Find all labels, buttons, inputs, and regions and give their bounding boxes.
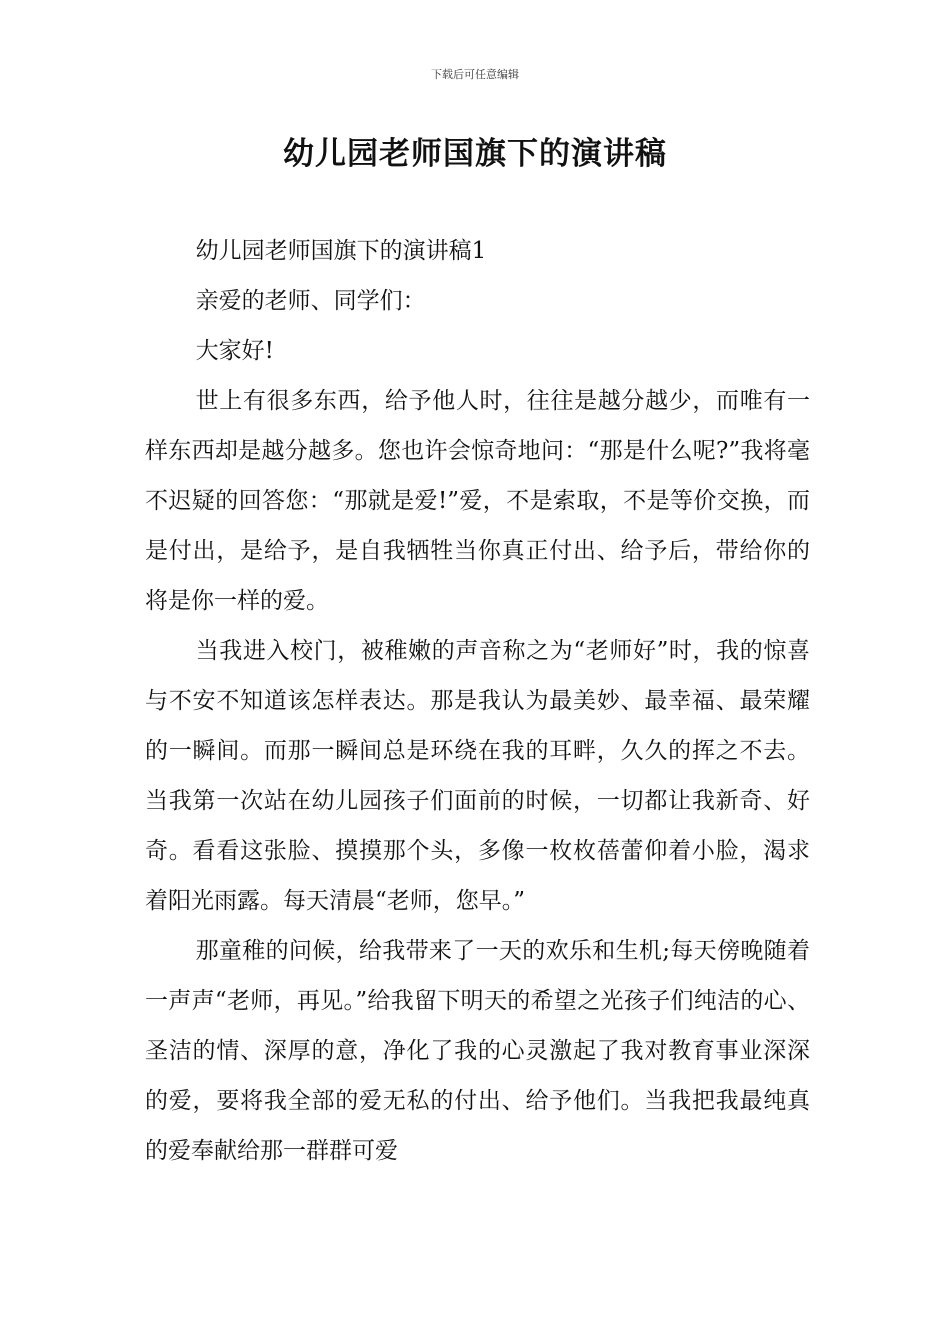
paragraph-body-2: 当我进入校门，被稚嫩的声音称之为“老师好”时，我的惊喜与不安不知道该怎样表达。那是我认为最美妙、最幸福、最荣耀的一瞬间。而那一瞬间总是环绕在我的耳畔，久久的挥之不去。当我第一次站在幼儿园孩子们面前的时候，一切都让我新奇、好奇。看看这张脸、摸摸那个头，多像一枚枚蓓蕾仰着小脸，渴求着阳光雨露。每天清晨“老师，您早。” <box>145 638 810 914</box>
page-title: 幼儿园老师国旗下的演讲稿 <box>283 136 667 172</box>
paragraph-body-3: 那童稚的问候，给我带来了一天的欢乐和生机;每天傍晚随着一声声“老师，再见。”给我留下明天的希望之光孩子们纯洁的心、圣洁的情、深厚的意，净化了我的心灵激起了我对教育事业深深的爱，要将我全部的爱无私的付出、给予他们。当我把我最纯真的爱奉献给那一群群可爱 <box>145 938 810 1164</box>
paragraph-greeting: 大家好! <box>195 338 274 364</box>
document-body <box>145 226 810 1176</box>
header-note: 下载后可任意编辑 <box>431 68 519 81</box>
paragraph-body-1: 世上有很多东西，给予他人时，往往是越分越少，而唯有一样东西却是越分越多。您也许会惊奇地问：“那是什么呢?”我将毫不迟疑的回答您：“那就是爱!”爱，不是索取，不是等价交换，而是付出，是给予，是自我牺牲当你真正付出、给予后，带给你的将是你一样的爱。 <box>145 388 810 614</box>
paragraph-salutation: 亲爱的老师、同学们： <box>195 288 426 314</box>
paragraph-subtitle: 幼儿园老师国旗下的演讲稿1 <box>195 238 487 264</box>
